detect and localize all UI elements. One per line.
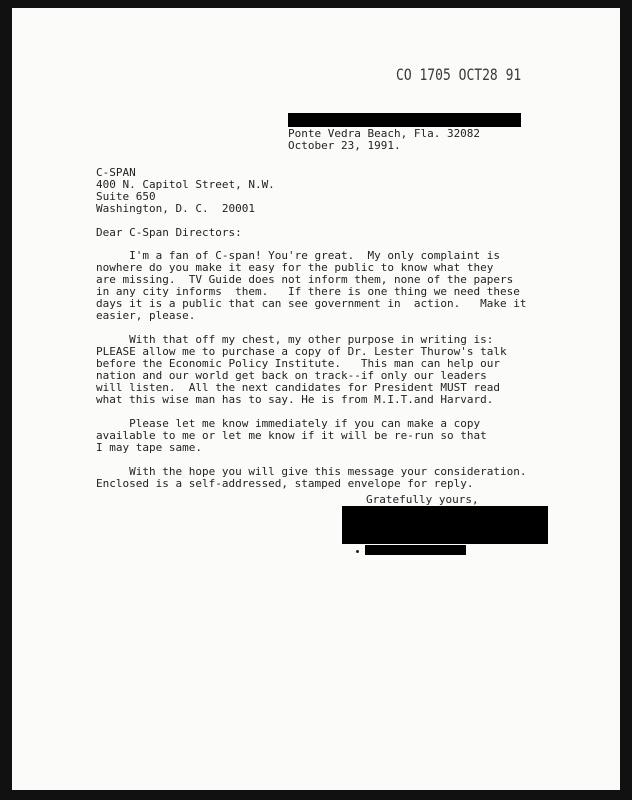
- redacted-printed-name: [365, 545, 466, 555]
- body-line: are missing. TV Guide does not inform them, none of the papers: [96, 273, 514, 286]
- body-line: before the Economic Policy Institute. This man can help our: [96, 357, 500, 370]
- redacted-signature: [342, 506, 548, 544]
- recipient-line: 400 N. Capitol Street, N.W.: [96, 178, 275, 191]
- sender-address: Ponte Vedra Beach, Fla. 32082: [288, 127, 481, 140]
- letter-date: October 23, 1991.: [288, 139, 401, 152]
- body-line: will listen. All the next candidates for President MUST read: [96, 381, 500, 394]
- recipient-line: Washington, D. C. 20001: [96, 202, 255, 215]
- body-line: PLEASE allow me to purchase a copy of Dr. Lester Thurow's talk: [96, 345, 507, 358]
- body-line: in any city informs them. If there is one thing we need these: [96, 285, 520, 298]
- body-line: available to me or let me know if it will be re-run so that: [96, 429, 487, 442]
- body-line: nation and our world get back on track--if only our leaders: [96, 369, 487, 382]
- received-stamp: CO 1705 OCT28 91: [396, 66, 522, 85]
- recipient-line: Suite 650: [96, 190, 156, 203]
- body-line: I may tape same.: [96, 441, 202, 454]
- body-line: days it is a public that can see government in action. Make it: [96, 297, 527, 310]
- body-line: I'm a fan of C-span! You're great. My only complaint is: [96, 249, 500, 262]
- body-line: Enclosed is a self-addressed, stamped envelope for reply.: [96, 477, 474, 490]
- body-line: what this wise man has to say. He is from M.I.T.and Harvard.: [96, 393, 494, 406]
- body-line: Please let me know immediately if you can make a copy: [96, 417, 481, 430]
- redacted-sender-name: [288, 113, 521, 127]
- body-line: nowhere do you make it easy for the public to know what they: [96, 261, 494, 274]
- body-line: With that off my chest, my other purpose in writing is:: [96, 333, 494, 346]
- body-line: With the hope you will give this message your consideration.: [96, 465, 527, 478]
- recipient-line: C-SPAN: [96, 166, 136, 179]
- salutation: Dear C-Span Directors:: [96, 226, 242, 239]
- body-line: easier, please.: [96, 309, 196, 322]
- bullet-mark: [356, 550, 359, 553]
- closing: Gratefully yours,: [366, 493, 479, 506]
